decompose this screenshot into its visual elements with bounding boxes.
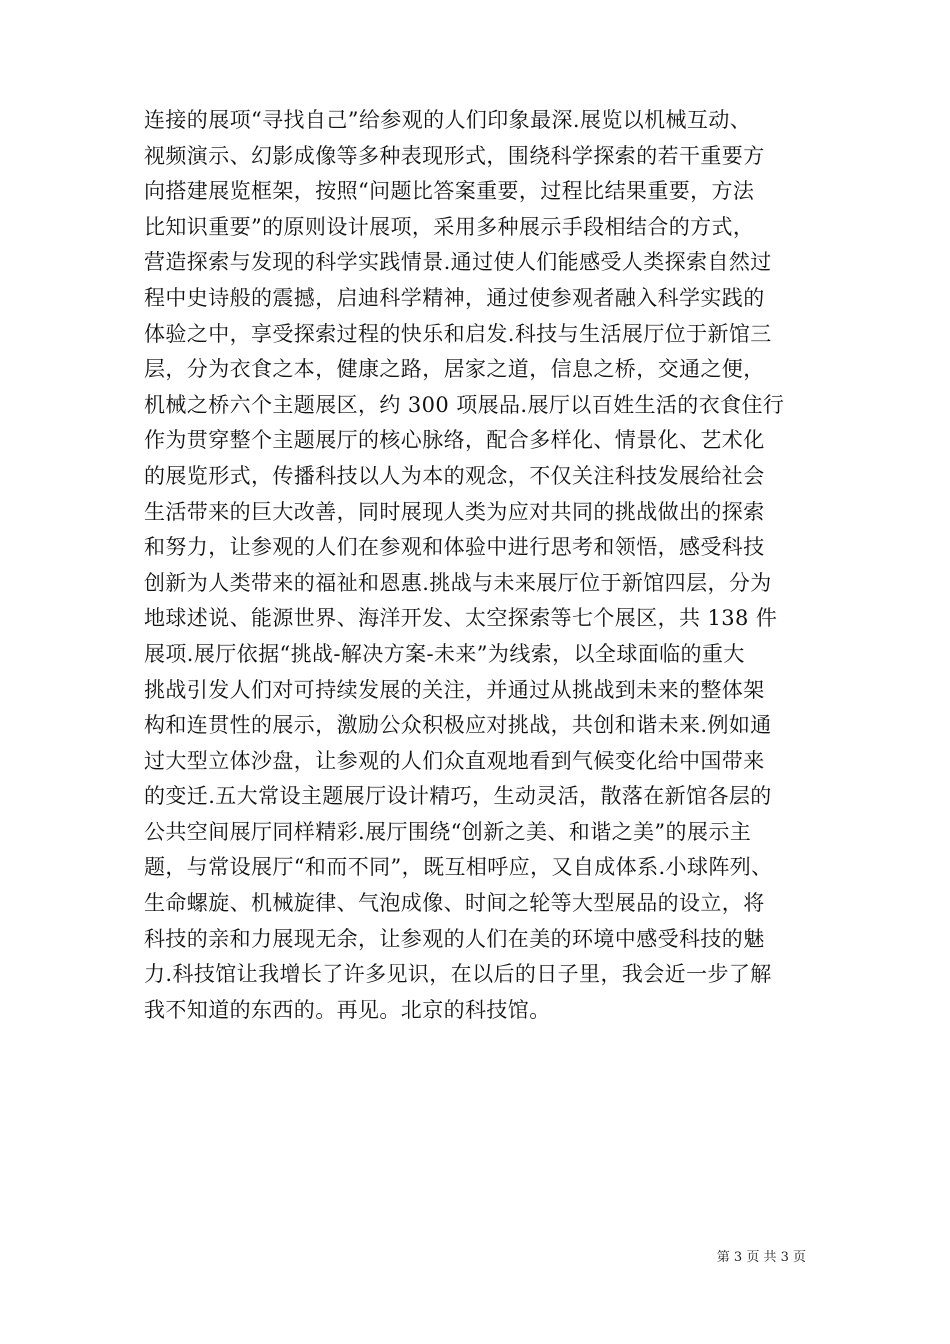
text-line: 展项.展厅依据“挑战-解决方案-未来”为线索，以全球面临的重大 (144, 641, 745, 666)
text-line: 生命螺旋、机械旋律、气泡成像、时间之轮等大型展品的设立，将 (144, 891, 765, 916)
text-line: 科技的亲和力展现无余，让参观的人们在美的环境中感受科技的魅 (144, 926, 765, 951)
body-text (144, 103, 824, 1028)
text-line: 生活带来的巨大改善，同时展现人类为应对共同的挑战做出的探索 (144, 499, 765, 524)
text-line: 机械之桥六个主题展区，约 300 项展品.展厅以百姓生活的衣食住行 (144, 392, 785, 417)
text-line: 比知识重要”的原则设计展项，采用多种展示手段相结合的方式， (144, 214, 755, 239)
text-line: 的展览形式，传播科技以人为本的观念，不仅关注科技发展给社会 (144, 463, 765, 488)
text-line: 向搭建展览框架，按照“问题比答案重要，过程比结果重要，方法 (144, 179, 755, 204)
text-line: 体验之中，享受探索过程的快乐和启发.科技与生活展厅位于新馆三 (144, 321, 772, 346)
page-number-footer: 第 3 页 共 3 页 (716, 1250, 806, 1265)
text-line: 创新为人类带来的福祉和恩惠.挑战与未来展厅位于新馆四层，分为 (144, 570, 772, 595)
text-line: 的变迁.五大常设主题展厅设计精巧，生动灵活，散落在新馆各层的 (144, 784, 772, 809)
text-line: 题，与常设展厅“和而不同”，既互相呼应，又自成体系.小球阵列、 (144, 855, 773, 880)
text-line: 地球述说、能源世界、海洋开发、太空探索等七个展区，共 138 件 (144, 606, 778, 631)
text-line: 公共空间展厅同样精彩.展厅围绕“创新之美、和谐之美”的展示主 (144, 819, 752, 844)
text-line: 力.科技馆让我增长了许多见识，在以后的日子里，我会近一步了解 (144, 962, 772, 987)
text-line: 程中史诗般的震撼，启迪科学精神，通过使参观者融入科学实践的 (144, 285, 765, 310)
text-line: 挑战引发人们对可持续发展的关注，并通过从挑战到未来的整体架 (144, 677, 765, 702)
text-line: 连接的展项“寻找自己”给参观的人们印象最深.展览以机械互动、 (144, 108, 752, 132)
text-line: 层，分为衣食之本，健康之路，居家之道，信息之桥，交通之便， (144, 357, 765, 382)
text-line: 我不知道的东西的。再见。北京的科技馆。 (144, 997, 551, 1022)
text-line: 作为贯穿整个主题展厅的核心脉络，配合多样化、情景化、艺术化 (144, 428, 765, 453)
text-line: 构和连贯性的展示，激励公众积极应对挑战，共创和谐未来.例如通 (144, 713, 772, 738)
text-line: 视频演示、幻影成像等多种表现形式，围绕科学探索的若干重要方 (144, 143, 765, 168)
text-line: 和努力，让参观的人们在参观和体验中进行思考和领悟，感受科技 (144, 535, 765, 560)
text-line: 过大型立体沙盘，让参观的人们众直观地看到气候变化给中国带来 (144, 748, 765, 773)
text-line: 营造探索与发现的科学实践情景.通过使人们能感受人类探索自然过 (144, 250, 772, 275)
